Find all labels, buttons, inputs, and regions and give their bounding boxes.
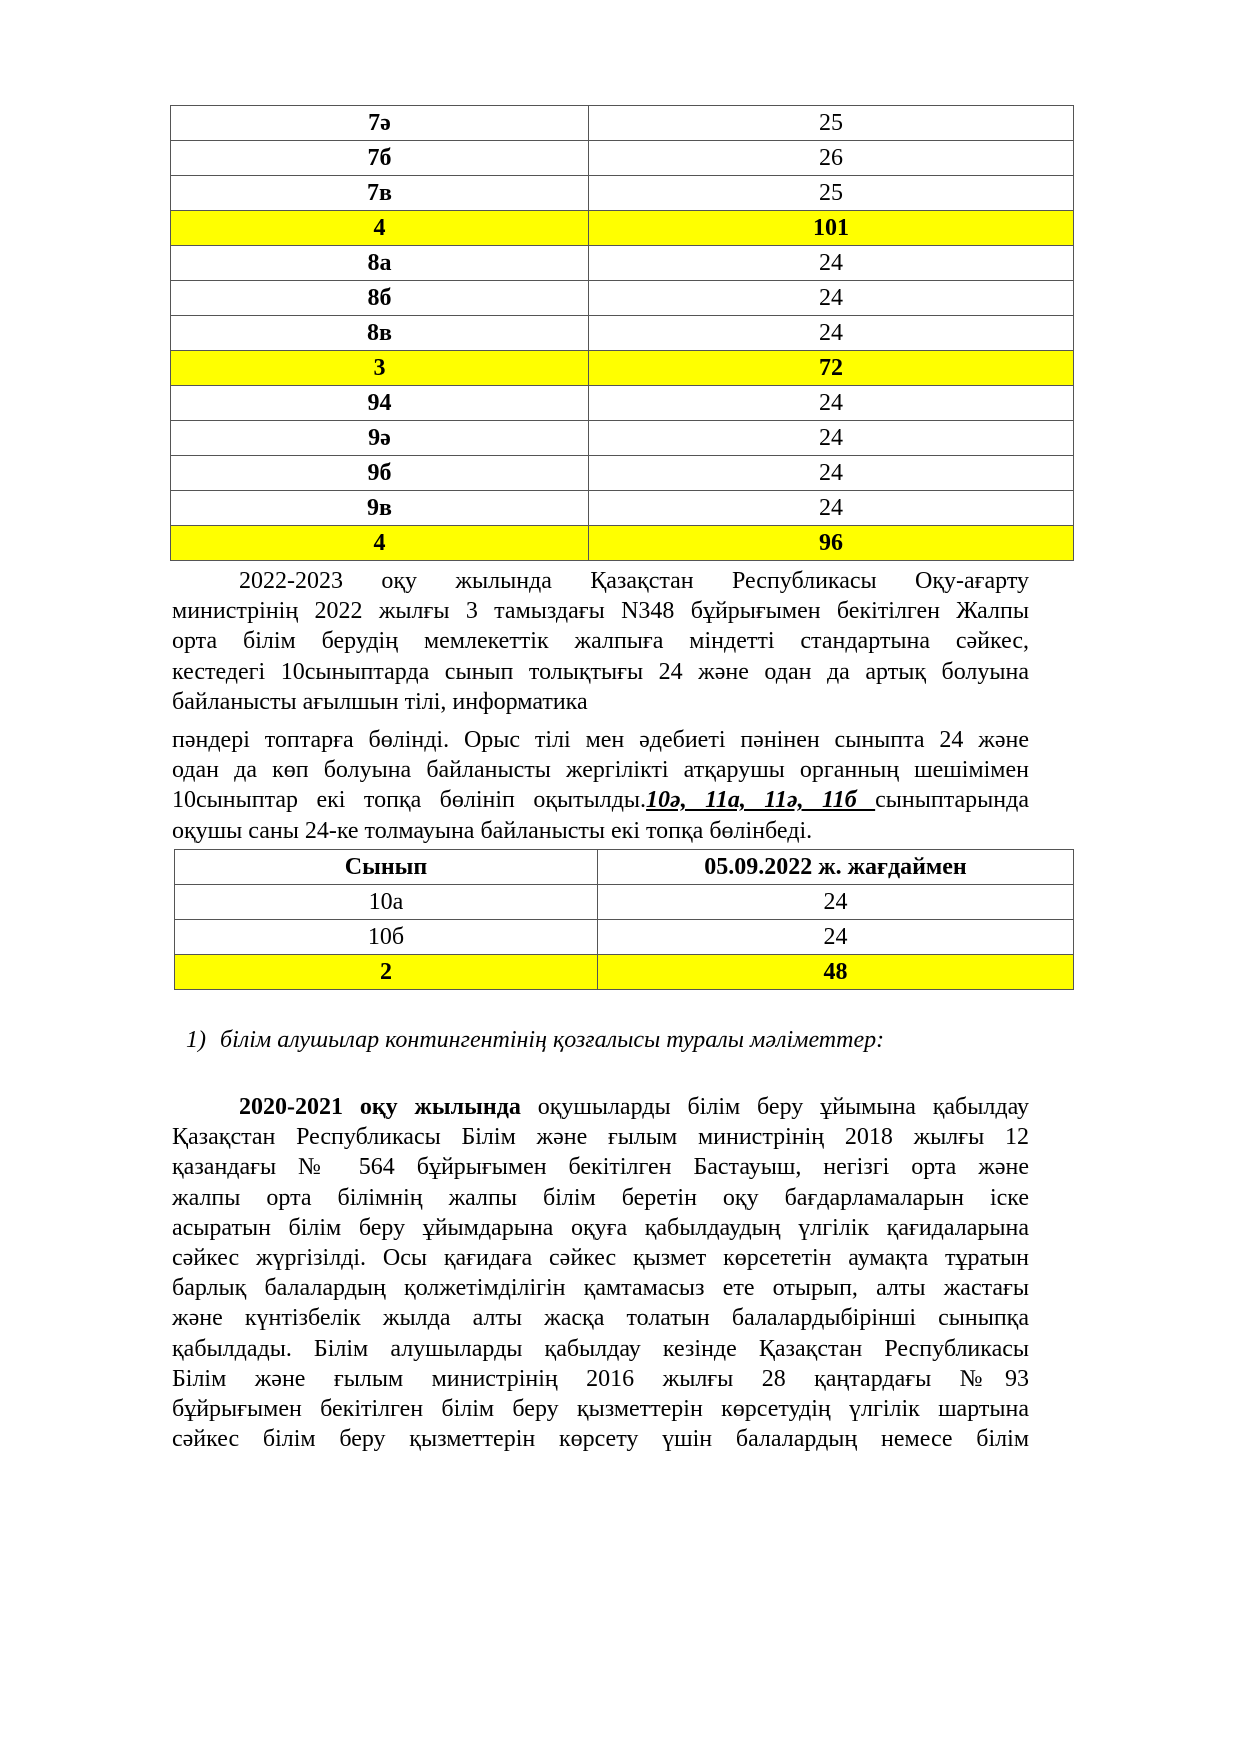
- table-row: [171, 456, 1074, 491]
- count-cell: 24: [598, 885, 1074, 920]
- emphasized-class-list: 10ә, 11а, 11ә, 11б: [646, 787, 876, 814]
- text-line: орта білім берудің мемлекеттік жалпыға міндетті стандартына сәйкес,: [172, 628, 1029, 655]
- student-count-total: 72: [589, 351, 1074, 386]
- enrollment-table-grades-7-9: [170, 105, 1074, 561]
- table-total-row: [171, 351, 1074, 386]
- text-line: байланысты ағылшын тілі, информатика: [172, 688, 588, 715]
- text-line: Қазақстан Республикасы Білім және ғылым министрінің 2018 жылғы 12: [172, 1124, 1029, 1151]
- table-row: [175, 920, 1074, 955]
- class-cell: 7в: [171, 176, 589, 211]
- text-line: [172, 1092, 1029, 1122]
- paragraph-2022-2023-standard: [172, 566, 1029, 717]
- text-segment: 10сыныптар екі топқа бөлініп оқытылды.: [172, 787, 647, 814]
- class-count-total: 4: [171, 211, 589, 246]
- class-cell: 9б: [171, 456, 589, 491]
- count-cell: 24: [589, 491, 1074, 526]
- student-count-total: 96: [589, 526, 1074, 561]
- list-number: 1): [186, 1027, 206, 1053]
- count-cell: 24: [589, 456, 1074, 491]
- text-line: асыратын білім беру ұйымдарына оқуға қабылдаудың үлгілік қағидаларына: [172, 1214, 1029, 1241]
- class-cell: 9в: [171, 491, 589, 526]
- table-total-row: [171, 211, 1074, 246]
- class-cell: 10б: [175, 920, 598, 955]
- table-row: [171, 176, 1074, 211]
- text-line: және күнтізбелік жылда алты жасқа толатын балалардыбірінші сыныпқа: [172, 1305, 1029, 1332]
- text-line: бұйрығымен бекітілген білім беру қызметтерін көрсетудің үлгілік шартына: [172, 1396, 1029, 1423]
- numbered-list-item: [186, 1024, 884, 1056]
- count-cell: 25: [589, 176, 1074, 211]
- table-row: [171, 246, 1074, 281]
- text-line: [172, 785, 1029, 815]
- class-cell: 7б: [171, 141, 589, 176]
- student-count-total: 101: [589, 211, 1074, 246]
- count-cell: 24: [598, 920, 1074, 955]
- text-line: Білім және ғылым министрінің 2016 жылғы 28 қаңтардағы №93: [172, 1365, 1029, 1392]
- column-header-class: Сынып: [175, 850, 598, 885]
- text-line: 2022-2023 оқу жылында Қазақстан Республикасы Оқу-ағарту: [239, 568, 1029, 594]
- table-row: [171, 141, 1074, 176]
- paragraph-2020-2021-admission: [172, 1092, 1029, 1454]
- text-line: қазандағы № 564 бұйрығымен бекітілген Бастауыш, негізгі орта және: [172, 1154, 1029, 1181]
- table-total-row: [171, 526, 1074, 561]
- table-row: [171, 281, 1074, 316]
- count-cell: 24: [589, 316, 1074, 351]
- class-count-total: 2: [175, 955, 598, 990]
- bold-lead: 2020-2021 оқу жылында: [239, 1094, 521, 1120]
- class-cell: 8в: [171, 316, 589, 351]
- class-cell: 7ә: [171, 106, 589, 141]
- text-segment: сыныптарында: [875, 787, 1029, 814]
- count-cell: 24: [589, 281, 1074, 316]
- table-header-row: [175, 850, 1074, 885]
- text-line: оқушы саны 24-ке толмауына байланысты екі топқа бөлінбеді.: [172, 817, 813, 844]
- class-cell: 10а: [175, 885, 598, 920]
- enrollment-table-grade-10: [174, 849, 1074, 990]
- table-row: [171, 491, 1074, 526]
- count-cell: 25: [589, 106, 1074, 141]
- count-cell: 24: [589, 246, 1074, 281]
- text-line: пәндері топтарға бөлінді. Орыс тілі мен әдебиеті пәнінен сыныпта 24 және: [172, 727, 1029, 753]
- text-line: жалпы орта білімнің жалпы білім беретін оқу бағдарламаларын іске: [172, 1184, 1029, 1211]
- class-cell: 94: [171, 386, 589, 421]
- table-row: [171, 316, 1074, 351]
- class-cell: 8а: [171, 246, 589, 281]
- paragraph-group-division: [172, 725, 1029, 846]
- text-line: барлық балалардың қолжетімділігін қамтамасыз ете отырып, алты жастағы: [172, 1275, 1029, 1302]
- count-cell: 24: [589, 386, 1074, 421]
- table-row: [171, 421, 1074, 456]
- text-line: сәйкес жүргізілді. Осы қағидаға сәйкес қызмет көрсететін аумақта тұратын: [172, 1245, 1029, 1272]
- class-cell: 9ә: [171, 421, 589, 456]
- student-count-total: 48: [598, 955, 1074, 990]
- text-line: министрінің 2022 жылғы 3 тамыздағы N348 бұйрығымен бекітілген Жалпы: [172, 598, 1029, 625]
- text-segment: оқушыларды білім беру ұйымына қабылдау: [520, 1094, 1029, 1120]
- class-count-total: 4: [171, 526, 589, 561]
- table-row: [171, 106, 1074, 141]
- text-line: сәйкес білім беру қызметтерін көрсету үшін балалардың немесе білім: [172, 1426, 1029, 1453]
- text-line: қабылдады. Білім алушыларды қабылдау кезінде Қазақстан Республикасы: [172, 1335, 1029, 1362]
- table-total-row: [175, 955, 1074, 990]
- count-cell: 26: [589, 141, 1074, 176]
- column-header-date: 05.09.2022 ж. жағдаймен: [598, 850, 1074, 885]
- list-item-text: білім алушылар контингентінің қозғалысы туралы мәліметтер:: [220, 1027, 885, 1053]
- count-cell: 24: [589, 421, 1074, 456]
- text-line: кестедегі 10сыныптарда сынып толықтығы 24 және одан да артық болуына: [172, 658, 1029, 685]
- class-count-total: 3: [171, 351, 589, 386]
- class-cell: 8б: [171, 281, 589, 316]
- table-row: [171, 386, 1074, 421]
- table-row: [175, 885, 1074, 920]
- text-line: одан да көп болуына байланысты жергілікті атқарушы органның шешімімен: [172, 757, 1029, 784]
